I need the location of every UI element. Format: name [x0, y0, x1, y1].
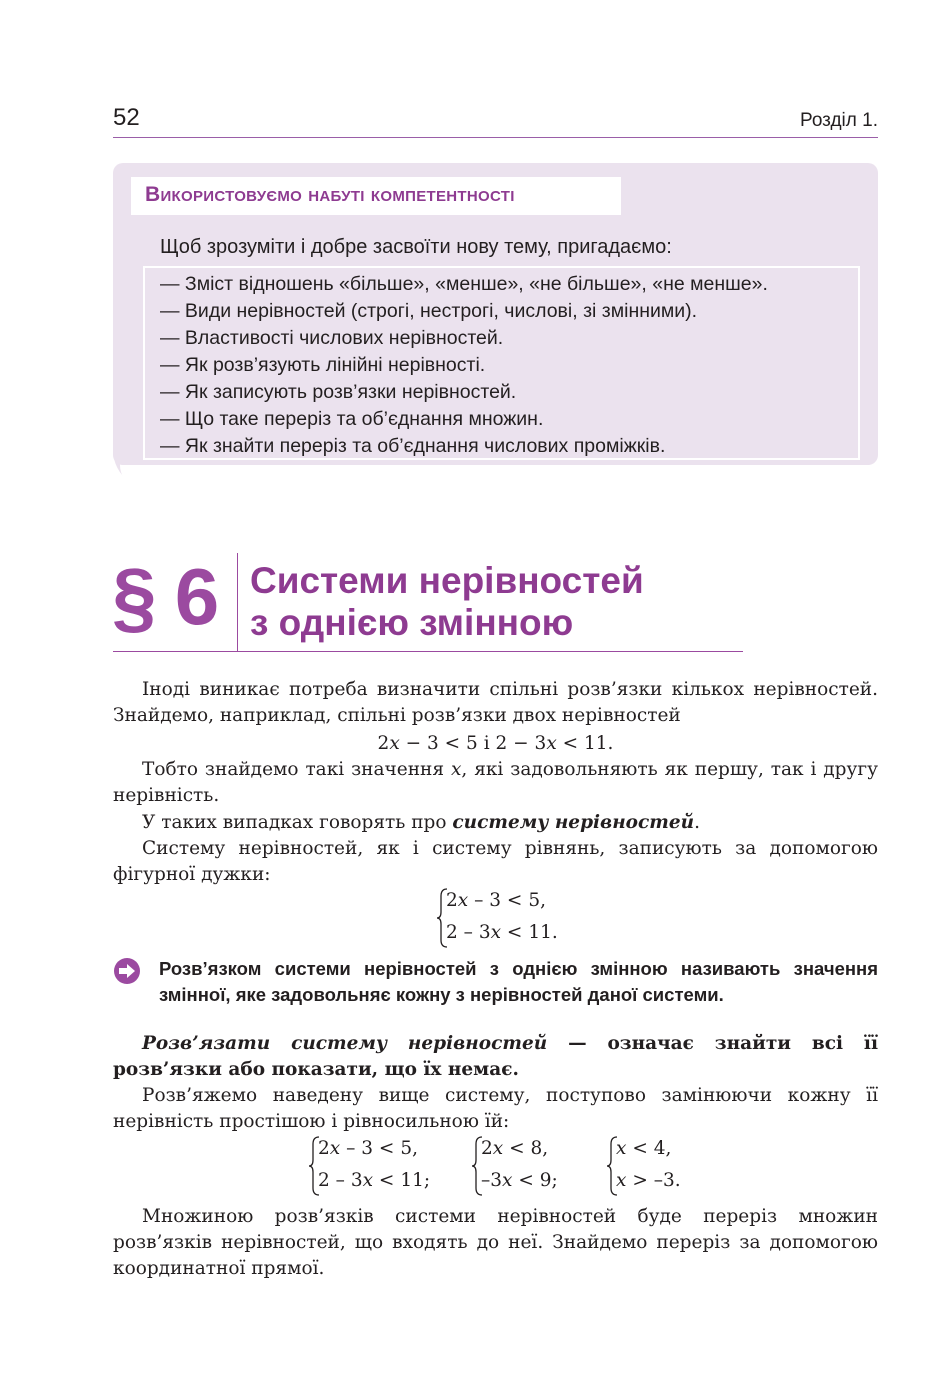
chapter-label: Розділ 1. — [799, 110, 878, 131]
page-number: 52 — [113, 104, 140, 131]
system-step2 — [471, 1136, 591, 1198]
callout-tail-cut — [120, 463, 180, 499]
paragraph-intro: Іноді виникає потреба визначити спільні розв’язки кількох нерівностей. Знайдемо, наприклад, спільні розв’язки двох нерівностей — [113, 679, 878, 726]
paragraph-intersection: Множиною розв’язків системи нерівностей буде переріз множин розв’язків нерівностей, що входять до неї. Знайдемо переріз за допомогою координатної прямої. — [113, 1206, 878, 1279]
section-rule — [113, 651, 743, 652]
system-row: 2x – 3 < 5, — [446, 890, 546, 911]
section-title-line1: Системи нерівностей — [250, 560, 644, 601]
competencies-title: Використовуємо набуті компетентності — [145, 183, 515, 206]
definition-text: Розв’язком системи нерівностей з однією змінною називають значення змінної, яке задовольняє кожну з нерівностей даної системи. — [159, 958, 878, 1005]
paragraph-transform: Розв’яжемо наведену вище систему, поступово замінюючи кожну її нерівність простішою і рівносильною їй: — [113, 1085, 878, 1132]
system-row: x > –3. — [616, 1170, 681, 1191]
section-divider — [237, 553, 238, 651]
equation-inline: 2x − 3 < 5 і 2 − 3x < 11. — [377, 733, 614, 754]
system-row: x < 4, — [616, 1138, 672, 1159]
system-row: 2x – 3 < 5, — [318, 1138, 418, 1159]
paragraph-values: Тобто знайдемо такі значення x, які задовольняють як першу, так і другу нерівність. — [113, 759, 878, 806]
section-title-line2: з однією змінною — [250, 602, 574, 643]
system-row: –3x < 9; — [481, 1170, 558, 1191]
term-system: систему нерівностей — [452, 812, 695, 833]
paragraph-system-term: У таких випадках говорять про систему нерівностей. — [142, 812, 700, 833]
system-row: 2x < 8, — [481, 1138, 549, 1159]
competency-item: — Властивості числових нерівностей. — [160, 327, 504, 349]
system-row: 2 – 3x < 11; — [318, 1170, 431, 1191]
header-rule — [113, 137, 878, 138]
system-row: 2 – 3x < 11. — [446, 922, 558, 943]
system-step1 — [308, 1136, 458, 1198]
arrow-right-circle-icon — [113, 957, 141, 985]
paragraph-brace: Систему нерівностей, як і систему рівнянь, записують за допомогою фігурної дужки: — [113, 838, 878, 885]
competencies-list — [160, 271, 768, 460]
competency-item: — Що таке переріз та об’єднання множин. — [160, 408, 544, 430]
competency-item: — Як знайти переріз та об’єднання числових проміжків. — [160, 435, 666, 457]
section-number: § 6 — [112, 552, 218, 641]
competency-item: — Як розв’язують лінійні нерівності. — [160, 354, 486, 376]
term-solve: Розв’язати систему нерівностей — [142, 1033, 548, 1054]
section-title — [250, 560, 644, 644]
system-original — [436, 888, 576, 950]
system-step3 — [606, 1136, 716, 1198]
competency-item: — Як записують розв’язки нерівностей. — [160, 381, 517, 403]
competencies-intro: Щоб зрозуміти і добре засвоїти нову тему, пригадаємо: — [160, 236, 672, 258]
competency-item: — Зміст відношень «більше», «менше», «не більше», «не менше». — [160, 273, 768, 295]
competency-item: — Види нерівностей (строгі, нестрогі, числові, зі змінними). — [160, 300, 698, 322]
paragraph-solve: Розв’язати систему нерівностей — означає знайти всі її розв’язки або показати, що їх немає. — [113, 1033, 878, 1080]
